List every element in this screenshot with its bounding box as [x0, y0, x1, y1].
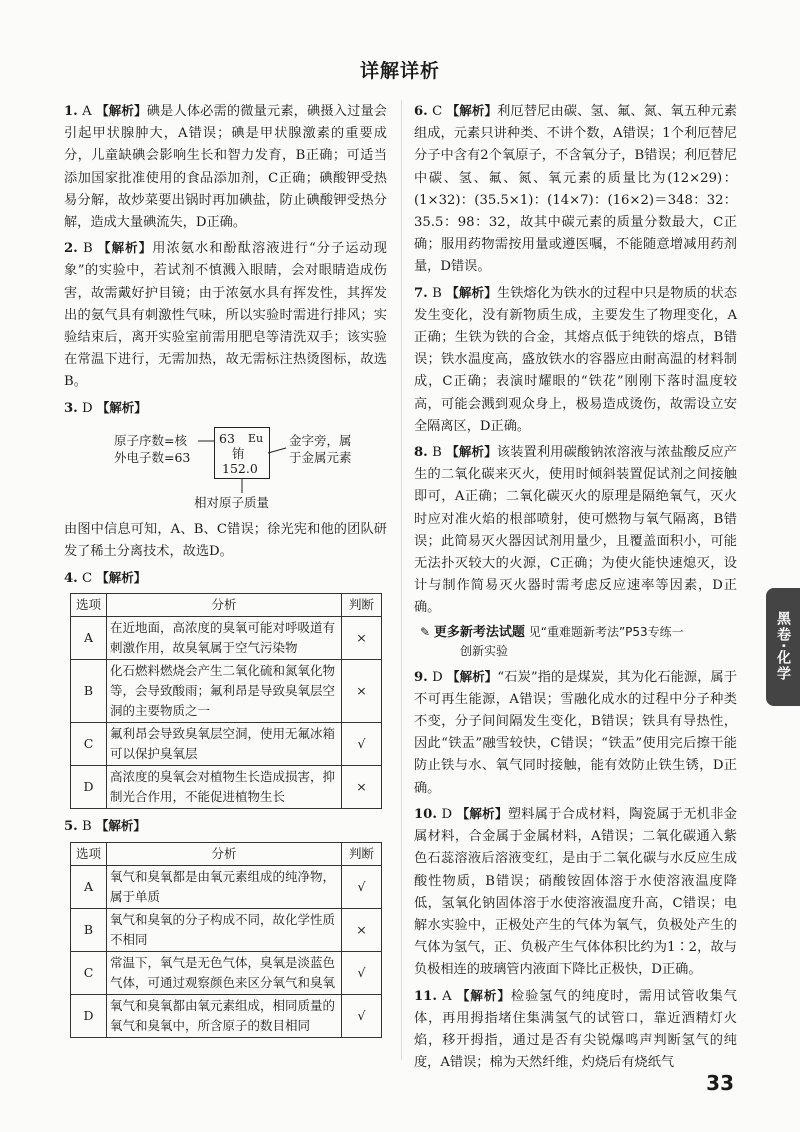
option-cell: B — [71, 660, 107, 723]
analysis-tag: 【解析】 — [96, 570, 147, 586]
table-row — [71, 994, 382, 1037]
question-number: 10. — [414, 806, 437, 822]
electron-count-label: 外电子数=63 — [114, 449, 191, 465]
question-number: 4. — [64, 571, 78, 587]
question-5-table — [70, 842, 382, 1038]
question-number: 8. — [414, 445, 428, 461]
question-number: 1. — [64, 104, 78, 119]
analysis-cell: 常温下，氧气是无色气体，臭氧是淡蓝色气体，可通过观察颜色来区分氧气和臭氧 — [107, 951, 342, 994]
option-cell: B — [71, 908, 107, 951]
analysis-cell: 高浓度的臭氧会对植物生长造成损害，抑制光合作用，不能促进植物生长 — [107, 766, 342, 809]
table-row — [71, 865, 382, 908]
judgement-cell: × — [342, 908, 382, 951]
question-number: 5. — [64, 819, 78, 835]
option-cell: D — [71, 766, 107, 809]
question-7 — [414, 282, 737, 438]
answer-letter: C — [81, 571, 93, 587]
analysis-tag: 【解析】 — [96, 399, 147, 415]
question-5-header — [64, 815, 387, 838]
table-row — [71, 723, 382, 766]
analysis-tag: 【解析】 — [456, 987, 511, 1003]
table-header-row — [71, 594, 382, 617]
question-8 — [414, 441, 737, 620]
header-judgement: 判断 — [342, 842, 382, 865]
judgement-cell: √ — [342, 951, 382, 994]
table-row — [71, 951, 382, 994]
analysis-text: 塑料属于合成材料，陶瓷属于无机非金属材料，合金属于金属材料，A错误；二氧化碳通入紫色石蕊溶液后溶液变红，是由于二氧化碳与水反应生成酸性物质，B错误；硝酸铵固体溶于水使溶液温度降低，氢氧化钠固体溶于水使溶液温度升高，C错误；电解水实验中，正极处产生的气体为氧气，负极处产生的气体为氢气，正、负极产生气体体积比约为1∶2，故与负极相连的玻璃管内液面下降比正极快，D正确。 — [414, 806, 737, 978]
question-number: 9. — [414, 669, 428, 685]
judgement-cell: √ — [342, 994, 382, 1037]
answer-letter: D — [432, 669, 443, 685]
element-card-diagram — [64, 423, 387, 517]
question-6 — [414, 100, 737, 279]
answer-letter: A — [82, 104, 92, 119]
question-number: 6. — [414, 104, 428, 119]
table-row — [71, 766, 382, 809]
question-number: 7. — [414, 285, 428, 301]
header-option: 选项 — [71, 594, 107, 617]
analysis-cell: 在近地面，高浓度的臭氧可能对呼吸道有刺激作用，故臭氧属于空气污染物 — [107, 617, 342, 660]
question-number: 3. — [64, 400, 78, 416]
page-title: 详解详析 — [359, 60, 440, 82]
analysis-text: “石炭”指的是煤炭，其为化石能源，属于不可再生能源，A错误；雪融化成水的过程中分子种类不变，分子间间隔发生变化，B错误；铁具有导热性，因此“铁盂”融雪较快，C错误；“铁盂”使用完后擦干能防止铁与水、氧气同时接触，能有效防止铁生锈，D正确。 — [414, 669, 738, 796]
more-questions-reference: 见“重难题新考法”P53专练一 — [528, 624, 684, 639]
element-mass: 152.0 — [222, 460, 258, 476]
analysis-tag: 【解析】 — [446, 444, 497, 460]
diagram-pointer-lines — [64, 423, 384, 517]
subject-side-tab: 黑卷·化学 — [766, 588, 800, 706]
relative-mass-label: 相对原子质量 — [194, 494, 270, 510]
table-row — [71, 908, 382, 951]
analysis-tag: 【解析】 — [95, 818, 146, 834]
analysis-tag: 【解析】 — [456, 805, 508, 821]
answer-letter: B — [83, 241, 93, 257]
element-symbol: Eu — [248, 431, 264, 445]
option-cell: C — [71, 723, 107, 766]
metal-note-line-2: 于金属元素 — [289, 449, 352, 465]
analysis-text: 用浓氨水和酚酞溶液进行“分子运动现象”的实验中，若试剂不慎溅入眼睛，会对眼睛造成伤害，故需戴好护目镜；由于浓氨水具有挥发性，其挥发出的氨气具有刺激性气味，所以实验时需进行排风；实验结束后，离开实验室前需用肥皂等清洗双手；该实验在常温下进行，无需加热，故无需标注热烫图标，故选B。 — [64, 241, 387, 390]
judgement-cell: × — [342, 766, 382, 809]
analysis-cell: 氧气和臭氧都由氧元素组成，相同质量的氧气和臭氧中，所含原子的数目相同 — [107, 994, 342, 1037]
analysis-tag: 【解析】 — [446, 284, 497, 300]
header-option: 选项 — [71, 842, 107, 865]
judgement-cell: × — [342, 660, 382, 723]
header-analysis: 分析 — [107, 842, 342, 865]
answer-letter: C — [432, 104, 443, 119]
question-10 — [414, 803, 737, 982]
question-2 — [64, 237, 387, 393]
answer-letter: D — [81, 400, 93, 416]
answer-letter: B — [432, 285, 442, 301]
element-number: 63 — [219, 430, 235, 446]
metal-note-line-1: 金字旁，属 — [289, 432, 352, 448]
answer-letter: B — [432, 445, 442, 461]
option-cell: A — [71, 865, 107, 908]
table-header-row — [71, 842, 382, 865]
analysis-text: 利厄替尼由碳、氢、氟、氮、氧五种元素组成，元素只讲种类、不讲个数，A错误；1个利厄替尼分子中含有2个氧原子，不含氧分子，B错误；利厄替尼中碳、氢、氟、氮、氧元素的质量比为(12×29)：(1×32)：(35.5×1)：(14×7)：(16×2)＝348：32：35.5：98：32，故其中碳元素的质量分数最大，C正确；服用药物需按用量或遵医嘱，不能随意增减用药剂量，D错误。 — [414, 104, 737, 275]
header-judgement: 判断 — [342, 594, 382, 617]
question-4-header — [64, 567, 387, 590]
option-cell: C — [71, 951, 107, 994]
more-questions-note — [420, 623, 737, 660]
table-row — [71, 617, 382, 660]
element-name: 铕 — [232, 445, 245, 461]
more-questions-topic: 创新实验 — [460, 643, 509, 658]
question-number: 11. — [414, 988, 437, 1004]
analysis-tag: 【解析】 — [446, 668, 498, 684]
question-9 — [414, 666, 737, 800]
table-row — [71, 660, 382, 723]
analysis-text: 检验氢气的纯度时，需用试管收集气体，再用拇指堵住集满氢气的试管口，靠近酒精灯火焰，移开拇指，通过是否有尖锐爆鸣声判断氢气的纯度，A错误；棉为天然纤维，灼烧后有烧纸气 — [414, 988, 737, 1071]
analysis-cell: 化石燃料燃烧会产生二氧化硫和氮氧化物等，会导致酸雨；氟利昂是导致臭氧层空洞的主要物质之一 — [107, 660, 342, 723]
column-divider — [401, 100, 402, 1060]
judgement-cell: × — [342, 617, 382, 660]
answer-letter: D — [441, 806, 453, 822]
option-cell: A — [71, 617, 107, 660]
left-column — [64, 100, 387, 1042]
question-3-header — [64, 397, 387, 420]
analysis-tag: 【解析】 — [96, 103, 147, 118]
question-4-table — [70, 593, 382, 809]
analysis-cell: 氟利昂会导致臭氧层空洞，使用无氟冰箱可以保护臭氧层 — [107, 723, 342, 766]
question-number: 2. — [64, 241, 78, 257]
question-3-text: 由图中信息可知，A、B、C错误；徐光宪和他的团队研发了稀土分离技术，故选D。 — [64, 521, 387, 560]
analysis-text: 该装置利用碳酸钠浓溶液与浓盐酸反应产生的二氧化碳来灭火，使用时倾斜装置促试剂之间接触即可，A正确；二氧化碳灭火的原理是隔绝氧气，灭火时应对准火焰的根部喷射，使可燃物与氧气隔离，B错误；此简易灭火器因试剂用量少，且覆盖面积小，可能无法扑灭较大的火源，C正确；为使火能快速熄灭，设计与制作简易灭火器时需考虑反应速率等因素，D正确。 — [414, 445, 737, 616]
analysis-cell: 氧气和臭氧的分子构成不同，故化学性质不相同 — [107, 908, 342, 951]
analysis-tag: 【解析】 — [98, 240, 153, 256]
analysis-text: 碘是人体必需的微量元素，碘摄入过量会引起甲状腺肿大，A错误；碘是甲状腺激素的重要成分，儿童缺碘会影响生长和智力发育，B正确；可适当添加国家批准使用的食品添加剂，C正确；碘酸钾受热易分解，故炒菜要出锅时再加碘盐，防止碘酸钾受热分解，造成大量碘流失，D正确。 — [64, 104, 387, 231]
answer-letter: A — [442, 988, 452, 1004]
pencil-icon: ✎ — [420, 624, 431, 639]
more-questions-label: 更多新考法试题 — [433, 624, 525, 640]
page-number: 33 — [706, 1071, 734, 1095]
judgement-cell: √ — [342, 723, 382, 766]
analysis-text: 生铁熔化为铁水的过程中只是物质的状态发生变化，没有新物质生成，主要发生了物理变化，A正确；生铁为铁的合金，其熔点低于纯铁的熔点，B错误；铁水温度高，盛放铁水的容器应由耐高温的材料制成，C正确；表演时耀眼的“铁花”刚刚下落时温度较高，可能会溅到观众身上，极易造成烫伤，故需设立安全隔离区，D正确。 — [414, 285, 737, 434]
answer-letter: B — [81, 819, 92, 835]
question-11 — [414, 985, 737, 1075]
analysis-tag: 【解析】 — [446, 103, 498, 118]
question-1 — [64, 100, 387, 234]
judgement-cell: √ — [342, 865, 382, 908]
analysis-cell: 氧气和臭氧都是由氧元素组成的纯净物，属于单质 — [107, 865, 342, 908]
option-cell: D — [71, 994, 107, 1037]
atomic-number-label: 原子序数=核 — [114, 432, 187, 448]
header-analysis: 分析 — [107, 594, 342, 617]
right-column — [414, 100, 737, 1077]
